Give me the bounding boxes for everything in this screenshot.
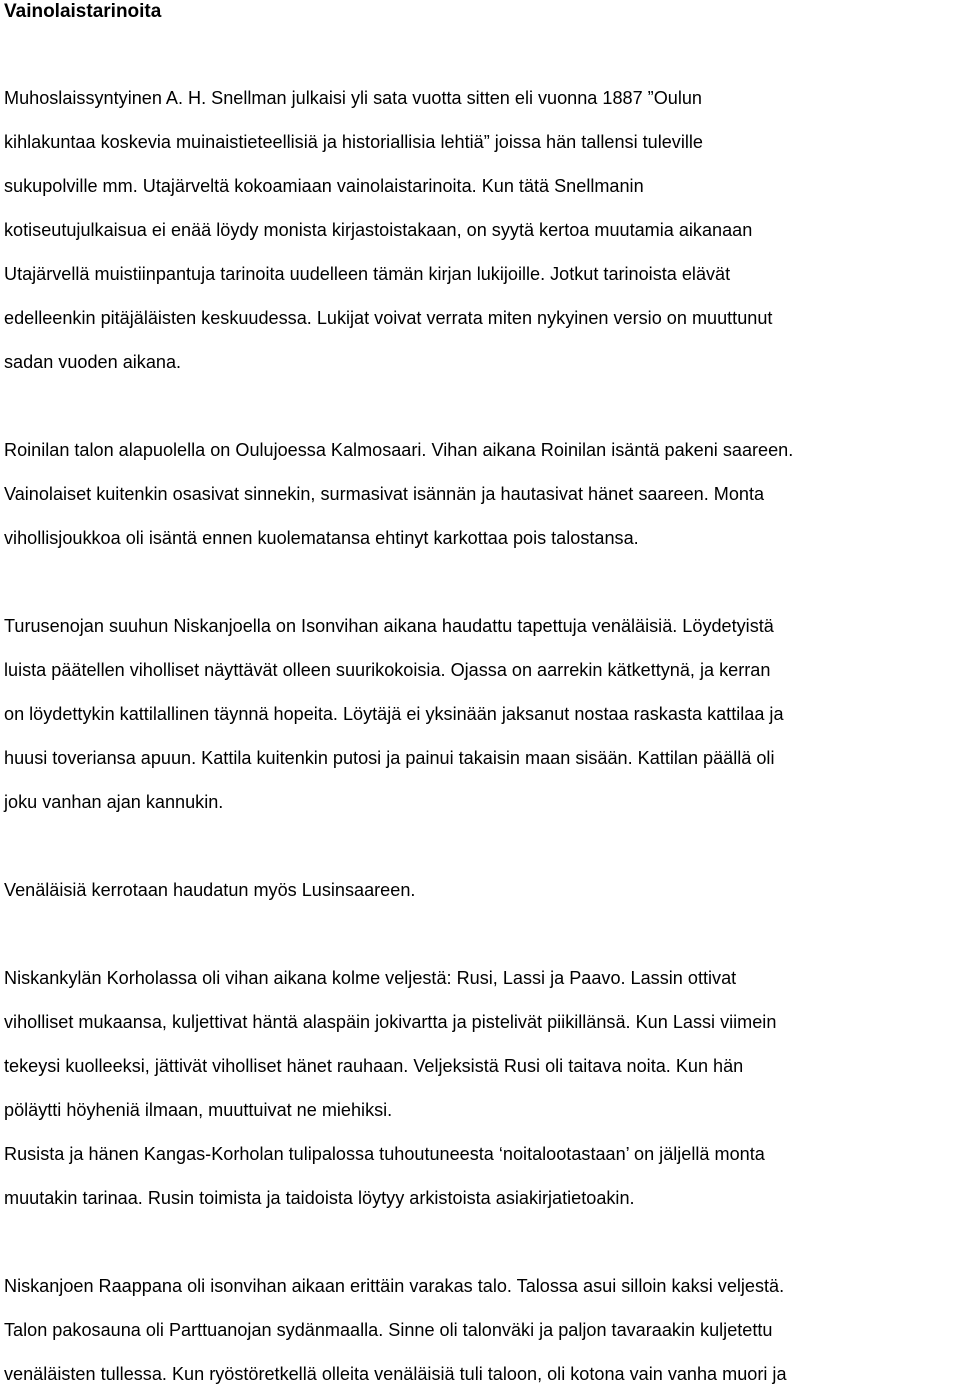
paragraph-intro xyxy=(4,76,956,384)
text-line: Talon pakosauna oli Parttuanojan sydänmaalla. Sinne oli talonväki ja paljon tavaraakin kuljetettu xyxy=(4,1320,773,1340)
text-line: huusi toveriansa apuun. Kattila kuitenkin putosi ja painui takaisin maan sisään. Kattilan päällä oli xyxy=(4,748,775,768)
text-line: Vainolaiset kuitenkin osasivat sinnekin, surmasivat isännän ja hautasivat hänet saareen. Monta xyxy=(4,484,765,504)
paragraph-lusinsaari xyxy=(4,868,956,912)
text-line: venäläisten tullessa. Kun ryöstöretkellä olleita venäläisiä tuli taloon, oli kotona vain vanha muori ja xyxy=(4,1364,787,1384)
document-title: Vainolaistarinoita xyxy=(4,1,162,22)
text-line: sadan vuoden aikana. xyxy=(4,352,182,372)
text-line: vihollisjoukkoa oli isäntä ennen kuolematansa ehtinyt karkottaa pois talostansa. xyxy=(4,528,639,548)
text-line: edelleenkin pitäjäläisten keskuudessa. Lukijat voivat verrata miten nykyinen versio on muuttunut xyxy=(4,308,773,328)
text-line: tekeysi kuolleeksi, jättivät viholliset hänet rauhaan. Veljeksistä Rusi oli taitava noita. Kun hän xyxy=(4,1056,744,1076)
paragraph-korhola xyxy=(4,956,956,1132)
text-line: joku vanhan ajan kannukin. xyxy=(4,792,224,812)
text-line: Venäläisiä kerrotaan haudatun myös Lusinsaareen. xyxy=(4,880,416,900)
text-line: Turusenojan suuhun Niskanjoella on Isonvihan aikana haudattu tapettuja venäläisiä. Löydetyistä xyxy=(4,616,774,636)
text-line: pöläytti höyheniä ilmaan, muuttuivat ne miehiksi. xyxy=(4,1100,393,1120)
text-line: sukupolville mm. Utajärveltä kokoamiaan vainolaistarinoita. Kun tätä Snellmanin xyxy=(4,176,644,196)
text-line: muutakin tarinaa. Rusin toimista ja taidoista löytyy arkistoista asiakirjatietoakin. xyxy=(4,1188,635,1208)
paragraph-raappana xyxy=(4,1264,956,1396)
text-line: kotiseutujulkaisua ei enää löydy monista kirjastoistakaan, on syytä kertoa muutamia aikanaan xyxy=(4,220,753,240)
text-line: kihlakuntaa koskevia muinaistieteellisiä ja historiallisia lehtiä” joissa hän tallensi tuleville xyxy=(4,132,703,152)
text-line: Rusista ja hänen Kangas-Korholan tulipalossa tuhoutuneesta ‘noitalootastaan’ on jäljellä monta xyxy=(4,1144,765,1164)
document-page xyxy=(4,0,956,1396)
text-line: Niskanjoen Raappana oli isonvihan aikaan erittäin varakas talo. Talossa asui silloin kaksi veljestä. xyxy=(4,1276,785,1296)
text-line: Niskankylän Korholassa oli vihan aikana kolme veljestä: Rusi, Lassi ja Paavo. Lassin ottivat xyxy=(4,968,737,988)
paragraph-turusenoja xyxy=(4,604,956,824)
text-line: Utajärvellä muistiinpantuja tarinoita uudelleen tämän kirjan lukijoille. Jotkut tarinoista elävät xyxy=(4,264,731,284)
paragraph-rusi xyxy=(4,1132,956,1220)
text-line: Roinilan talon alapuolella on Oulujoessa Kalmosaari. Vihan aikana Roinilan isäntä pakeni saareen. xyxy=(4,440,794,460)
paragraph-roinila xyxy=(4,428,956,560)
text-line: Muhoslaissyntyinen A. H. Snellman julkaisi yli sata vuotta sitten eli vuonna 1887 ”Oulun xyxy=(4,88,702,108)
text-line: viholliset mukaansa, kuljettivat häntä alaspäin jokivartta ja pistelivät piikillänsä. Kun Lassi viimein xyxy=(4,1012,777,1032)
text-line: luista päätellen viholliset näyttävät olleen suurikokoisia. Ojassa on aarrekin kätkettynä, ja kerran xyxy=(4,660,771,680)
text-line: on löydettykin kattilallinen täynnä hopeita. Löytäjä ei yksinään jaksanut nostaa raskasta kattilaa ja xyxy=(4,704,784,724)
